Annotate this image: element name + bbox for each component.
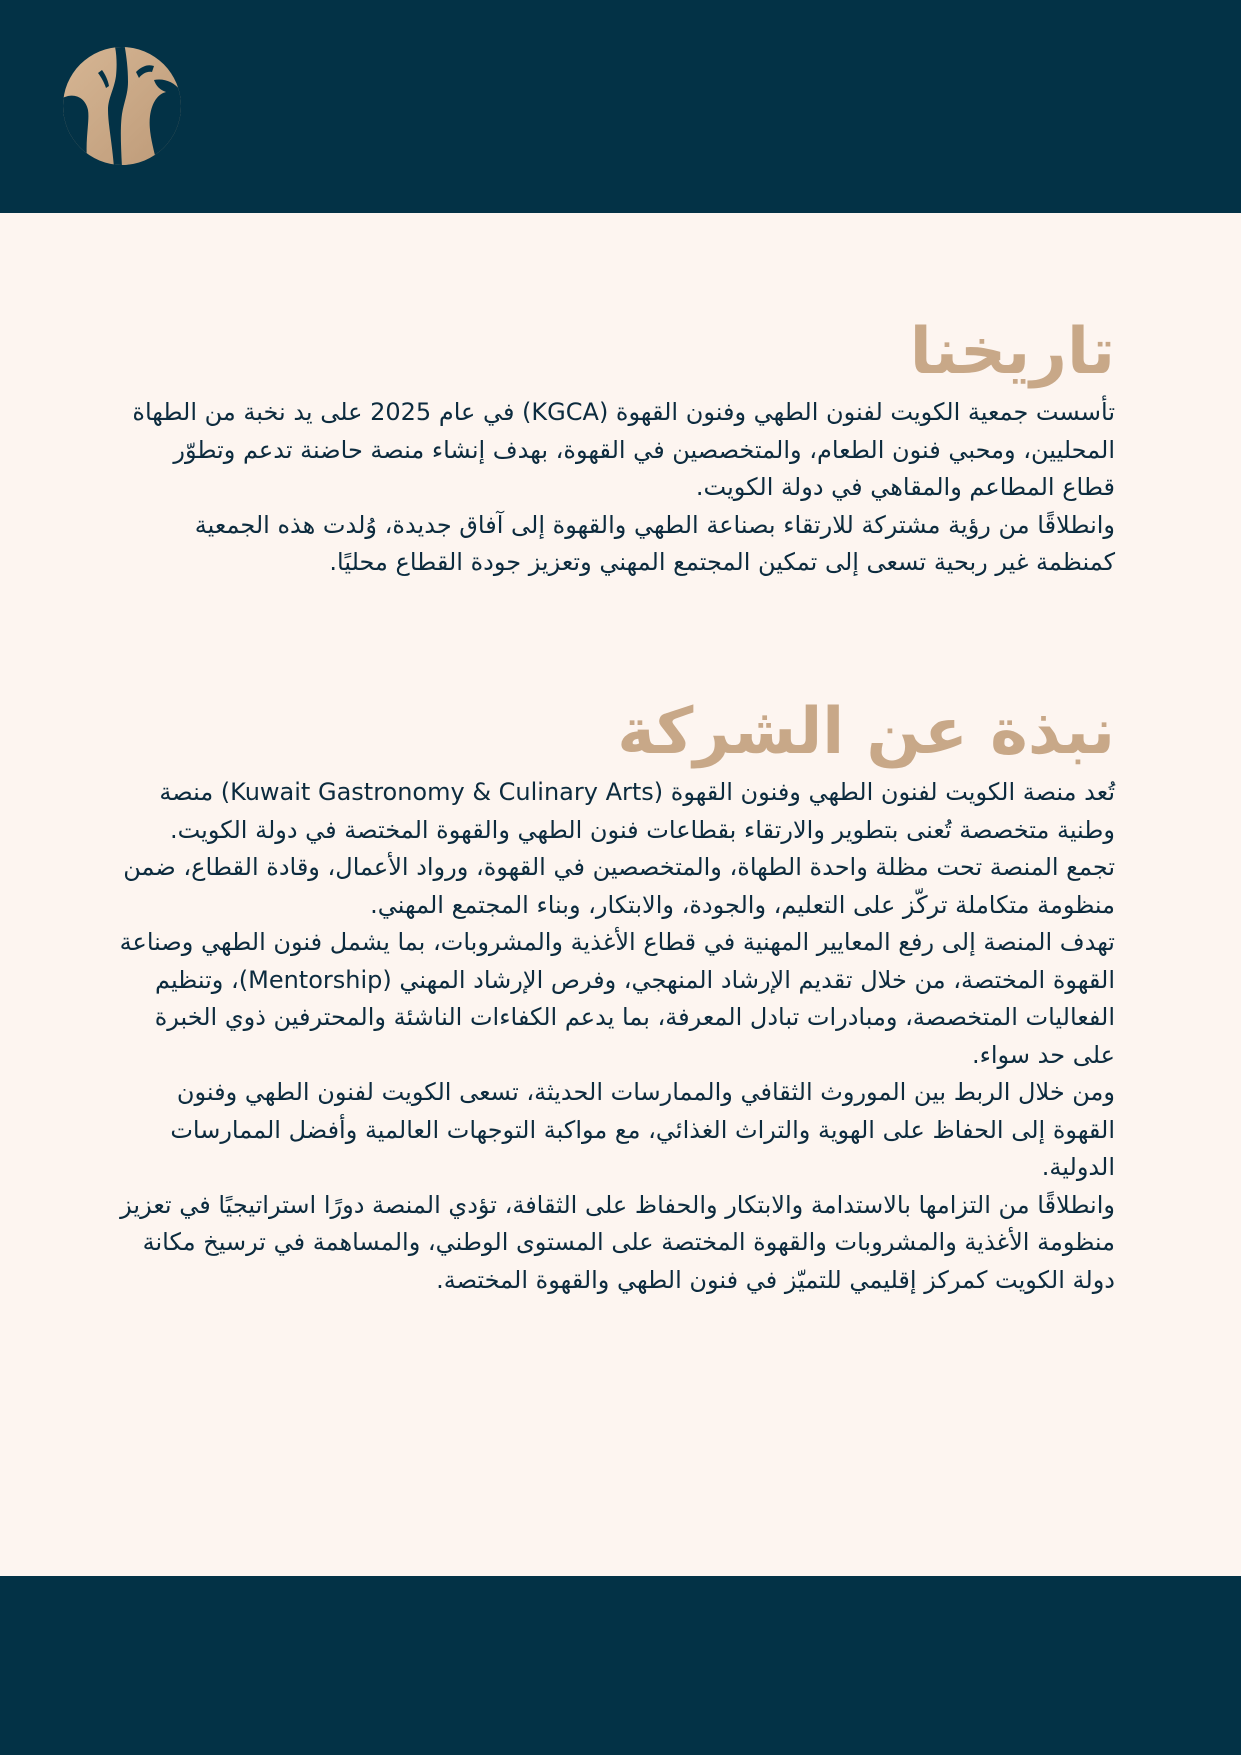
history-paragraph: وانطلاقًا من رؤية مشتركة للارتقاء بصناعة الطهي والقهوة إلى آفاق جديدة، وُلدت هذه الجمعية كمنظمة غير ربحية تسعى إلى تمكين المجتمع المهني وتعزيز جودة القطاع محليًا. (194, 510, 1115, 576)
about-paragraph: ومن خلال الربط بين الموروث الثقافي والممارسات الحديثة، تسعى الكويت لفنون الطهي وفنون القهوة إلى الحفاظ على الهوية والتراث الغذائي، مع مواكبة التوجهات العالمية وأفضل الممارسات الدولية. (170, 1078, 1115, 1181)
about-paragraph: تهدف المنصة إلى رفع المعايير المهنية في قطاع الأغذية والمشروبات، بما يشمل فنون الطهي وصناعة القهوة المختصة، من خلال تقديم الإرشاد المنهجي، وفرص الإرشاد المهني (Mentorship)، وتنظيم الفعاليات المتخصصة، ومبادرات تبادل المعرفة، بما يدعم الكفاءات الناشئة والمحترفين ذوي الخبرة على حد سواء. (119, 928, 1115, 1069)
page-header (0, 0, 1241, 213)
about-paragraph: وانطلاقًا من التزامها بالاستدامة والابتكار والحفاظ على الثقافة، تؤدي المنصة دورًا استراتيجيًا في تعزيز منظومة الأغذية والمشروبات والقهوة المختصة على المستوى الوطني، والمساهمة في ترسيخ مكانة دولة الكويت كمركز إقليمي للتميّز في فنون الطهي والقهوة المختصة. (120, 1190, 1115, 1294)
about-paragraph: تُعد منصة الكويت لفنون الطهي وفنون القهوة (Kuwait Gastronomy & Culinary Arts) منصة وطنية متخصصة تُعنى بتطوير والارتقاء بقطاعات فنون الطهي والقهوة المختصة في دولة الكويت. تجمع المنصة تحت مظلة واحدة الطهاة، والمتخصصين في القهوة، ورواد الأعمال، وقادة القطاع، ضمن منظومة متكاملة تركّز على التعليم، والجودة، والابتكار، وبناء المجتمع المهني. (123, 778, 1115, 919)
history-section (115, 310, 1115, 582)
about-section (115, 690, 1115, 1299)
history-paragraph: تأسست جمعية الكويت لفنون الطهي وفنون القهوة (KGCA) في عام 2025 على يد نخبة من الطهاة المحليين، ومحبي فنون الطعام، والمتخصصين في القهوة، بهدف إنشاء منصة حاضنة تدعم وتطوّر قطاع المطاعم والمقاهي في دولة الكويت. (132, 398, 1115, 501)
culinary-tree-logo-icon (62, 46, 182, 166)
history-title: تاريخنا (909, 315, 1115, 389)
about-title: نبذة عن الشركة (617, 695, 1115, 769)
page-footer (0, 1576, 1241, 1755)
